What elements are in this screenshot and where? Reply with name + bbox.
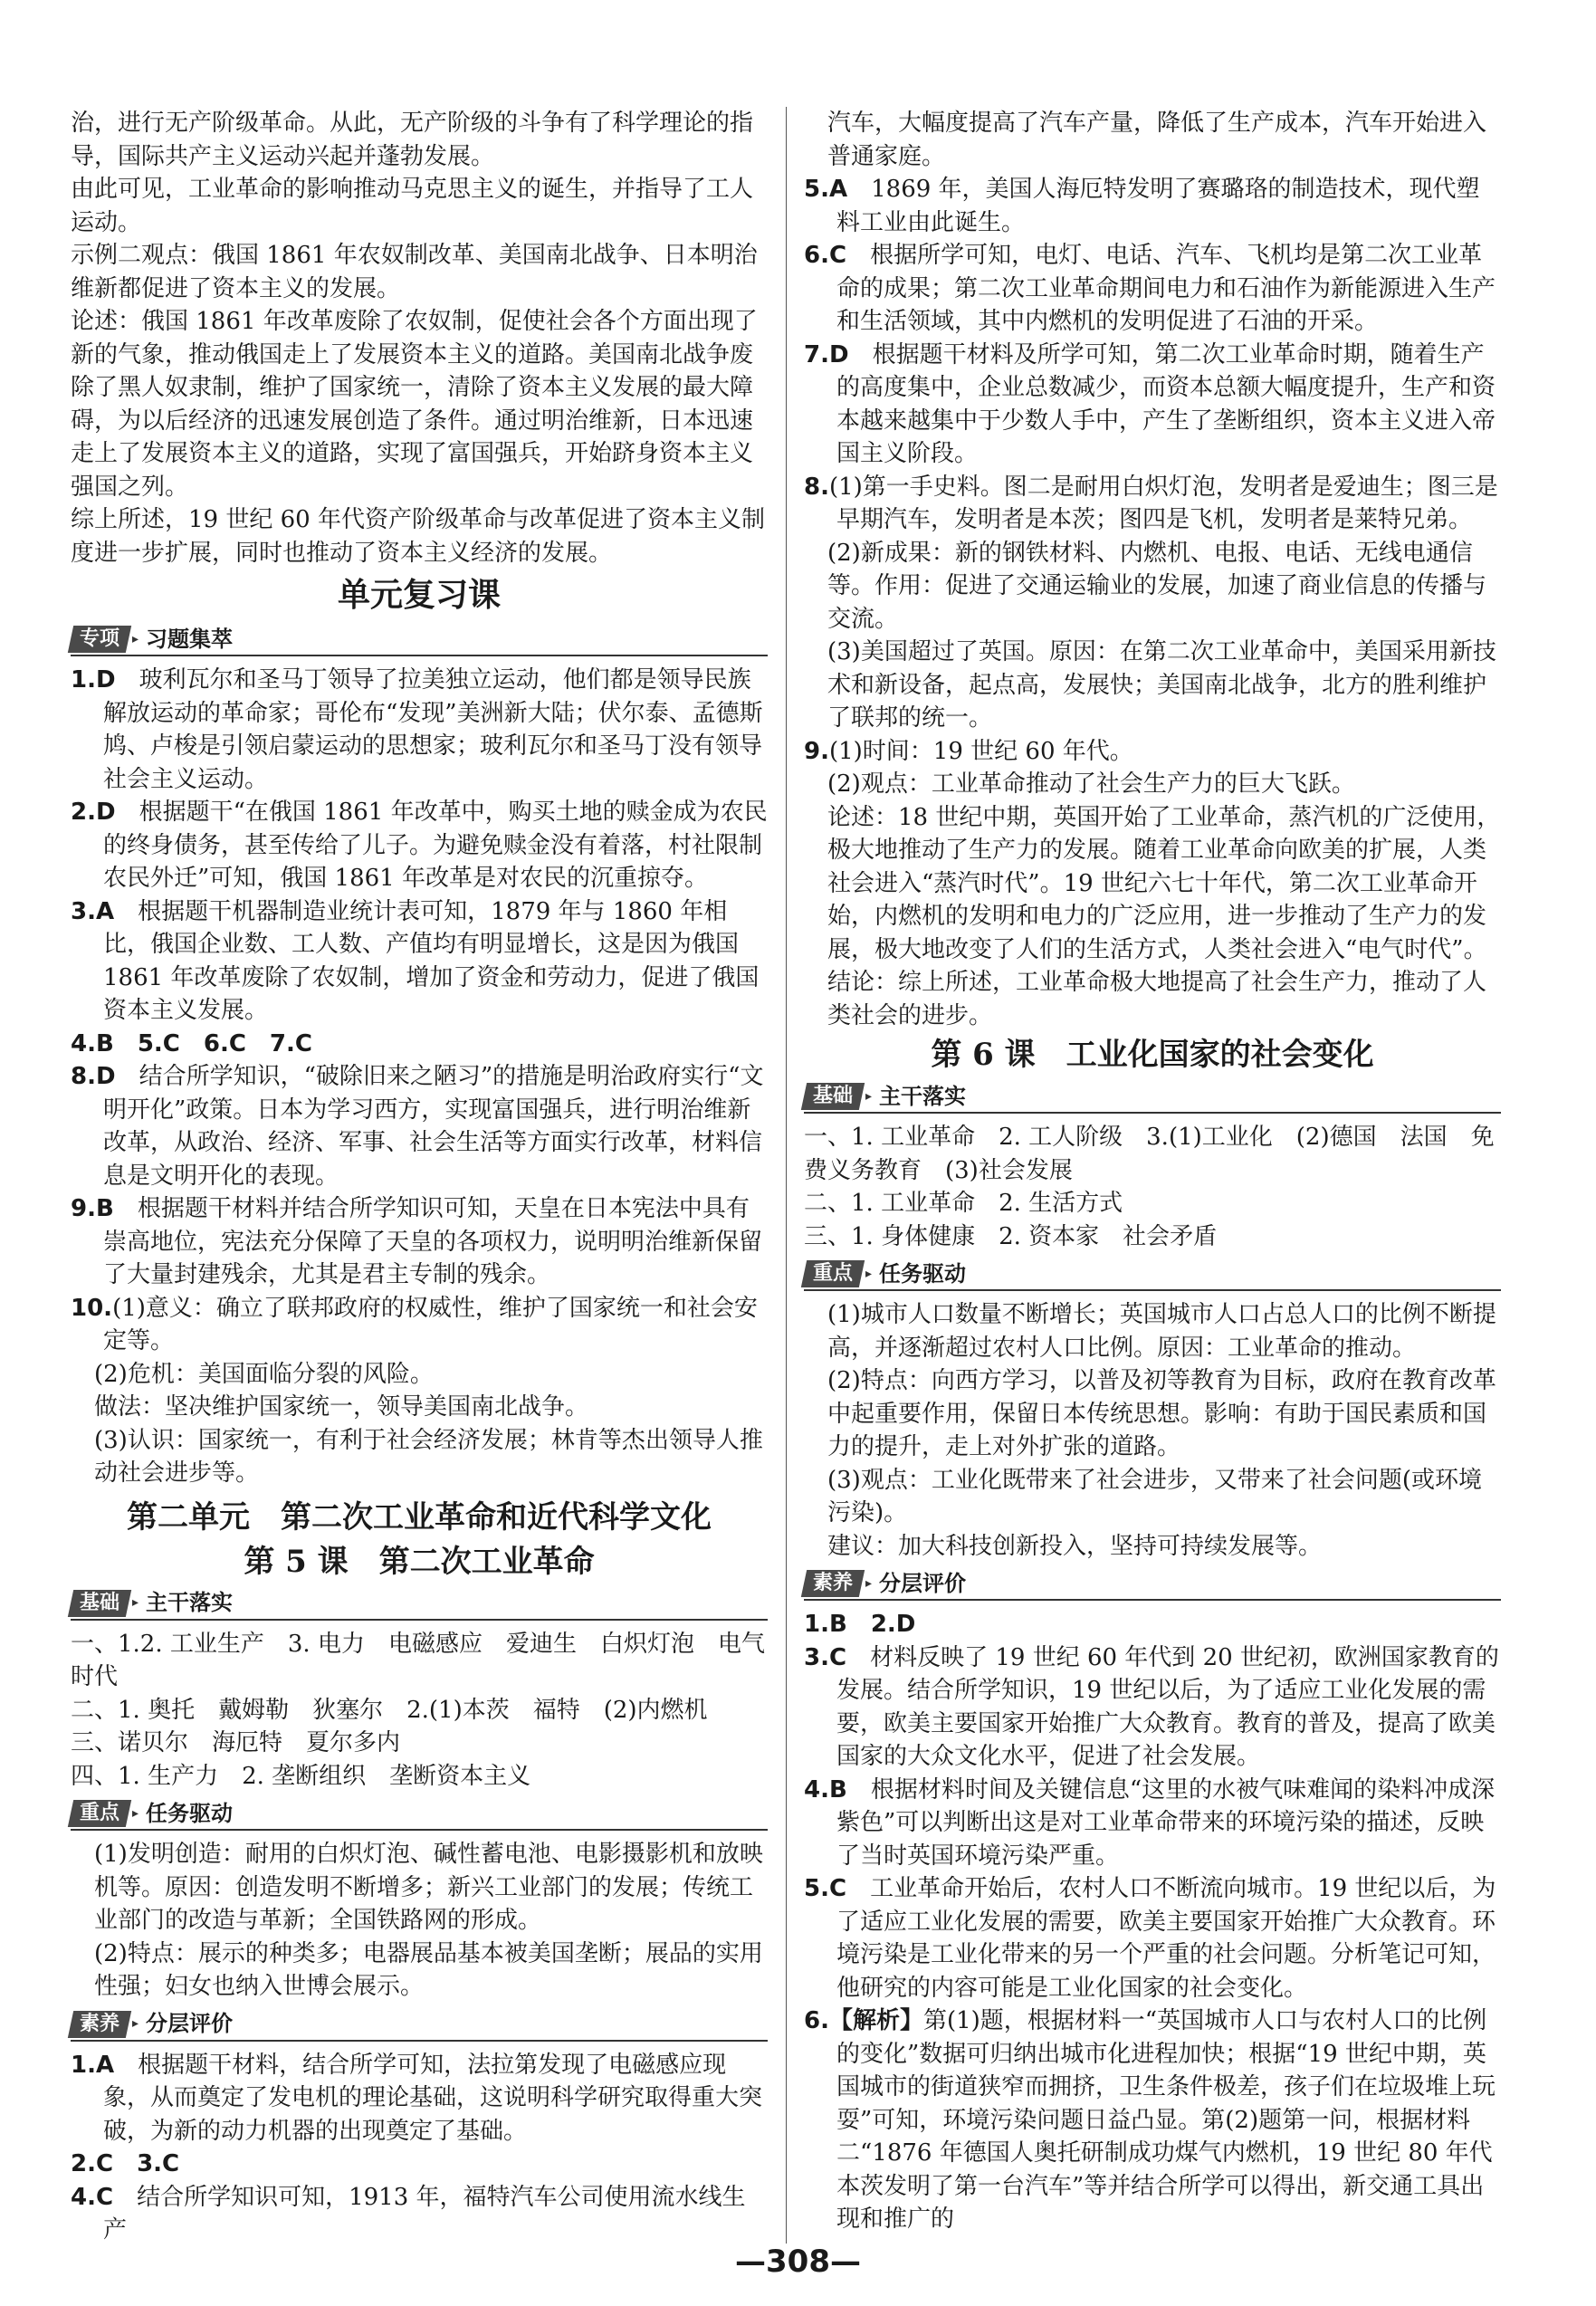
tag-label-box: 素养 <box>68 2011 131 2038</box>
basics-line: 四、1. 生产力 2. 垄断组织 垄断资本主义 <box>71 1762 531 1790</box>
answer-line: (2)危机：美国面临分裂的风险。 <box>94 1360 434 1388</box>
answer-line: 结论：综上所述，工业革命极大地提高了社会生产力，推动了人类社会的进步。 <box>827 969 1487 1029</box>
answer-item: 6.C 根据所学可知，电灯、电话、汽车、飞机均是第二次工业革命的成果；第二次工业革命期间电力和石油作为新能源进入生产和生活领域，其中内燃机的发明促进了石油的开采。 <box>804 242 1496 335</box>
answer-item-8: 8.(1)第一手史料。图二是耐用白炽灯泡，发明者是爱迪生；图三是早期汽车，发明者是本茨；图四是飞机，发明者是莱特兄弟。 <box>804 473 1498 533</box>
section-tag-key <box>71 1798 768 1831</box>
answer-item: 1.A 根据题干材料，结合所学可知，法拉第发现了电磁感应现象，从而奠定了发电机的理论基础，这说明科学研究取得重大突破，为新的动力机器的出现奠定了基础。 <box>71 2051 763 2145</box>
right-column <box>804 107 1501 2236</box>
tag-label-box: 重点 <box>68 1800 131 1827</box>
arrow-icon: ▸ <box>132 1595 139 1611</box>
answer-item: 1.D 玻利瓦尔和圣马丁领导了拉美独立运动，他们都是领导民族解放运动的革命家；哥伦布“发现”美洲新大陆；伏尔泰、孟德斯鸠、卢梭是引领启蒙运动的思想家；玻利瓦尔和圣马丁没有领导社会主义运动。 <box>71 666 763 793</box>
unit-two-title: 第二单元 第二次工业革命和近代科学文化 <box>127 1498 712 1536</box>
task-paragraph: (2)特点：展示的种类多；电器展品基本被美国垄断；展品的实用性强；妇女也纳入世博会展示。 <box>94 1939 763 2000</box>
answer-item: 6.【解析】第(1)题，根据材料一“英国城市人口与农村人口的比例的变化”数据可归纳出城市化进程加快；根据“19 世纪中期，英国城市的街道狭窄而拥挤，卫生条件极差，孩子们在垃圾堆上玩耍”可知，环境污染问题日益凸显。第(2)题第一问，根据材料二“1876 年德国人奥托研制成功煤气内燃机，19 世纪 80 年代本茨发明了第一台汽车”等并结合所学可以得出，新交通工具出现和推广的 <box>804 2007 1496 2233</box>
task-paragraph: (2)特点：向西方学习，以普及初等教育为目标，政府在教育改革中起重要作用，保留日本传统思想。影响：有助于国民素质和国力的提升，走上对外扩张的道路。 <box>827 1367 1496 1460</box>
answer-line: (3)认识：国家统一，有利于社会经济发展；林肯等杰出领导人推动社会进步等。 <box>94 1426 763 1487</box>
task-paragraph: (1)发明创造：耐用的白炽灯泡、碱性蓄电池、电影摄影机和放映机等。原因：创造发明不断增多；新兴工业部门的发展；传统工业部门的改造与革新；全国铁路网的形成。 <box>94 1841 763 1934</box>
answer-item: 5.A 1869 年，美国人海厄特发明了赛璐珞的制造技术，现代塑料工业由此诞生。 <box>804 176 1480 236</box>
task-paragraph: (3)观点：工业化既带来了社会进步，又带来了社会问题(或环境污染)。 <box>827 1466 1482 1526</box>
answer-line: 做法：坚决维护国家统一，领导美国南北战争。 <box>94 1393 589 1421</box>
section-tag-literacy <box>804 1568 1501 1601</box>
answer-item: 4.B 根据材料时间及关键信息“这里的水被气味难闻的染料冲成深紫色”可以判断出这是对工业革命带来的环境污染的描述，反映了当时英国环境污染严重。 <box>804 1775 1496 1870</box>
answer-item-9: 9.(1)时间：19 世纪 60 年代。 <box>804 737 1133 765</box>
arrow-icon: ▸ <box>865 1575 873 1591</box>
basics-line: 一、1. 工业革命 2. 工人阶级 3.(1)工业化 (2)德国 法国 免费义务教育 (3)社会发展 <box>804 1124 1495 1184</box>
answer-item: 4.C 结合所学知识可知，1913 年，福特汽车公司使用流水线生产 <box>71 2183 746 2244</box>
tag-label-box: 基础 <box>801 1083 865 1110</box>
answer-item-10: 10.(1)意义：确立了联邦政府的权威性，维护了国家统一和社会安定等。 <box>71 1294 758 1354</box>
answer-item: 3.C 材料反映了 19 世纪 60 年代到 20 世纪初，欧洲国家教育的发展。结合所学知识，19 世纪以后，为了适应工业化发展的需要，欧美主要国家开始推广大众教育。教育的普及，提高了欧美国家的大众文化水平，促进了社会发展。 <box>804 1643 1499 1770</box>
intro-paragraph: 由此可见，工业革命的影响推动马克思主义的诞生，并指导了工人运动。 <box>71 176 754 236</box>
tag-title: 分层评价 <box>146 2011 234 2037</box>
task-paragraph: (1)城市人口数量不断增长；英国城市人口占总人口的比例不断提高，并逐渐超过农村人口比例。原因：工业革命的推动。 <box>827 1301 1496 1362</box>
task-paragraph: 建议：加大科技创新投入，坚持可持续发展等。 <box>827 1532 1323 1560</box>
answer-item: 3.A 根据题干机器制造业统计表可知，1879 年与 1860 年相比，俄国企业数、工人数、产值均有明显增长，这是因为俄国 1861 年改革废除了农奴制，增加了资金和劳动力，促进了俄国资本主义发展。 <box>71 897 760 1024</box>
answer-item: 2.C 3.C <box>71 2150 180 2177</box>
answer-item: 5.C 工业革命开始后，农村人口不断流向城市。19 世纪以后，为了适应工业化发展的需要，欧美主要国家开始推广大众教育。环境污染是工业化带来的另一个严重的社会问题。分析笔记可知，他研究的内容可能是工业化国家的社会变化。 <box>804 1875 1496 2002</box>
arrow-icon: ▸ <box>132 2016 139 2032</box>
answer-item: 8.D 结合所学知识，“破除旧来之陋习”的措施是明治政府实行“文明开化”政策。日本为学习西方，实现富国强兵，进行明治维新改革，从政治、经济、军事、社会生活等方面实行改革，材料信息是文明开化的表现。 <box>71 1063 764 1190</box>
arrow-icon: ▸ <box>132 631 139 646</box>
intro-paragraph: 综上所述，19 世纪 60 年代资产阶级革命与改革促进了资本主义制度进一步扩展，同时也推动了资本主义经济的发展。 <box>71 506 765 567</box>
arrow-icon: ▸ <box>865 1266 873 1281</box>
tag-label-box: 基础 <box>68 1590 131 1617</box>
tag-label-box: 专项 <box>68 626 131 653</box>
lesson-6-title: 第 6 课 工业化国家的社会变化 <box>931 1037 1374 1073</box>
arrow-icon: ▸ <box>132 1805 139 1821</box>
answer-line: 论述：18 世纪中期，英国开始了工业革命，蒸汽机的广泛使用，极大地推动了生产力的发展。随着工业革命向欧美的扩展，人类社会进入“蒸汽时代”。19 世纪六七十年代，第二次工业革命开始，内燃机的发明和电力的广泛应用，进一步推动了生产力的发展，极大地改变了人们的生活方式，人类社会进入“电气时代”。 <box>827 803 1501 963</box>
answer-line: (3)美国超过了英国。原因：在第二次工业革命中，美国采用新技术和新设备，起点高，发展快；美国南北战争，北方的胜利维护了联邦的统一。 <box>827 638 1496 732</box>
basics-line: 三、诺贝尔 海厄特 夏尔多内 <box>71 1729 401 1756</box>
intro-paragraph: 论述：俄国 1861 年改革废除了农奴制，促使社会各个方面出现了新的气象，推动俄国走上了发展资本主义的道路。美国南北战争废除了黑人奴隶制，维护了国家统一，清除了资本主义发展的最大障碍，为以后经济的迅速发展创造了条件。通过明治维新，日本迅速走上了发展资本主义的道路，实现了富国强兵，开始跻身资本主义强国之列。 <box>71 308 758 501</box>
tag-title: 任务驱动 <box>879 1260 967 1287</box>
tag-title: 习题集萃 <box>146 626 234 652</box>
answer-item: 2.D 根据题干“在俄国 1861 年改革中，购买土地的赎金成为农民的终身债务，甚至传给了儿子。为避免赎金没有着落，村社限制农民外迁”可知，俄国 1861 年改革是对农民的沉重掠夺。 <box>71 799 768 892</box>
section-tag-basics <box>71 1588 768 1621</box>
unit-review-title: 单元复习课 <box>337 577 501 614</box>
answer-line: (2)观点：工业革命推动了社会生产力的巨大飞跃。 <box>827 770 1355 798</box>
answer-line: (2)新成果：新的钢铁材料、内燃机、电报、电话、无线电通信等。作用：促进了交通运输业的发展，加速了商业信息的传播与交流。 <box>827 539 1487 633</box>
section-tag-basics <box>804 1081 1501 1114</box>
section-tag-literacy <box>71 2009 768 2042</box>
lesson-5-title: 第 5 课 第二次工业革命 <box>244 1543 595 1580</box>
answer-item: 9.B 根据题干材料并结合所学知识可知，天皇在日本宪法中具有崇高地位，宪法充分保障了天皇的各项权力，说明明治维新保留了大量封建残余，尤其是君主专制的残余。 <box>71 1195 763 1288</box>
section-tag-special <box>71 624 768 656</box>
page-number: —308— <box>735 2244 861 2280</box>
tag-label-box: 重点 <box>801 1260 865 1287</box>
tag-title: 分层评价 <box>879 1570 967 1596</box>
basics-line: 三、1. 身体健康 2. 资本家 社会矛盾 <box>804 1222 1218 1250</box>
column-divider <box>786 107 787 2244</box>
answer-item: 7.D 根据题干材料及所学可知，第二次工业革命时期，随着生产的高度集中，企业总数减少，而资本总额大幅度提升，生产和资本越来越集中于少数人手中，产生了垄断组织，资本主义进入帝国主义阶段。 <box>804 340 1496 467</box>
tag-title: 任务驱动 <box>146 1800 234 1826</box>
intro-paragraph: 治，进行无产阶级革命。从此，无产阶级的斗争有了科学理论的指导，国际共产主义运动兴起并蓬勃发展。 <box>71 110 754 170</box>
intro-paragraph: 示例二观点：俄国 1861 年农奴制改革、美国南北战争、日本明治维新都促进了资本主义的发展。 <box>71 242 758 302</box>
tag-label-box: 素养 <box>801 1570 865 1597</box>
basics-line: 二、1. 工业革命 2. 生活方式 <box>804 1190 1123 1217</box>
answer-item: 4.B 5.C 6.C 7.C <box>71 1029 312 1057</box>
arrow-icon: ▸ <box>865 1088 873 1104</box>
basics-line: 二、1. 奥托 戴姆勒 狄塞尔 2.(1)本茨 福特 (2)内燃机 <box>71 1696 708 1724</box>
basics-line: 一、1.2. 工业生产 3. 电力 电磁感应 爱迪生 白炽灯泡 电气时代 <box>71 1630 765 1690</box>
tag-title: 主干落实 <box>146 1590 234 1616</box>
tag-title: 主干落实 <box>879 1083 967 1109</box>
continued-text: 汽车，大幅度提高了汽车产量，降低了生产成本，汽车开始进入普通家庭。 <box>827 110 1487 170</box>
answer-item: 1.B 2.D <box>804 1611 916 1638</box>
section-tag-key <box>804 1258 1501 1291</box>
left-column <box>71 107 768 2247</box>
